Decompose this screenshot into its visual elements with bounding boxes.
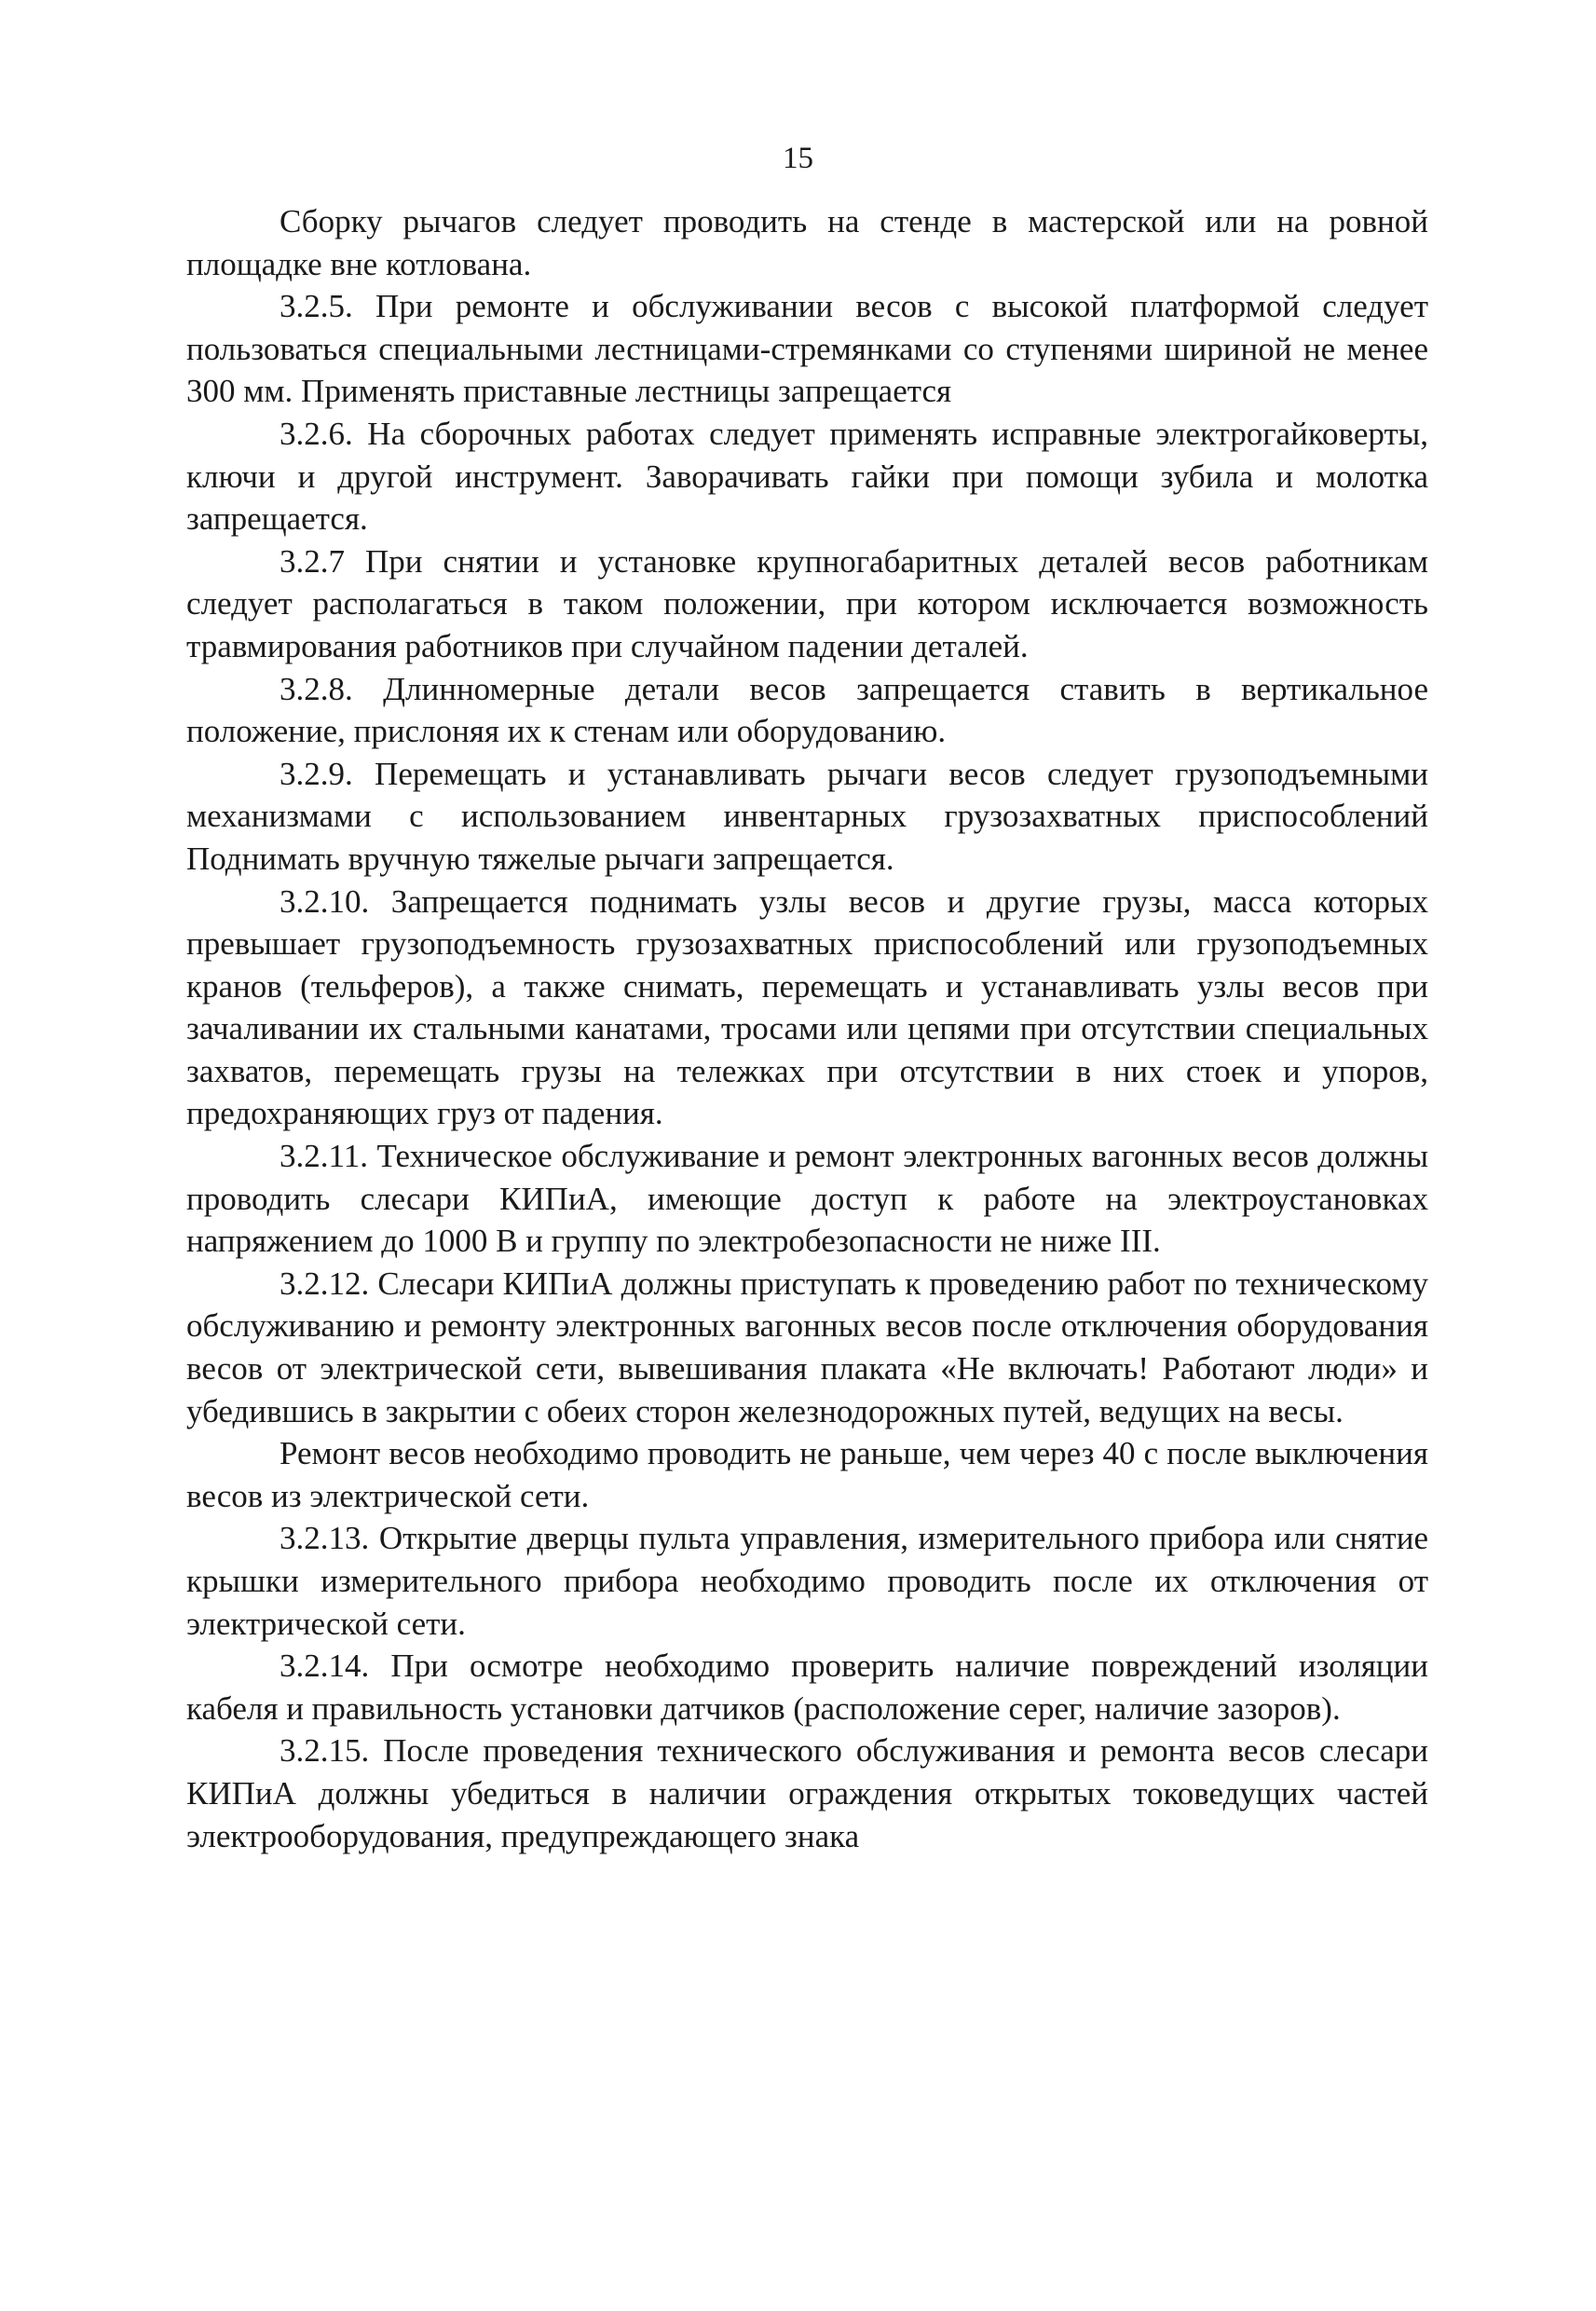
- paragraph-3-2-7: 3.2.7 При снятии и установке крупногабаритных деталей весов работникам следует располагаться в таком положении, при котором исключается возможность травмирования работников при случайном падении деталей.: [186, 542, 1428, 664]
- paragraph-3-2-6: 3.2.6. На сборочных работах следует применять исправные электрогайковерты, ключи и другой инструмент. Заворачивать гайки при помощи зубила и молотка запрещается.: [186, 415, 1428, 538]
- paragraph-3-2-9: 3.2.9. Перемещать и устанавливать рычаги весов следует грузоподъемными механизмами с использованием инвентарных грузозахватных приспособлений Поднимать вручную тяжелые рычаги запрещается.: [186, 755, 1428, 877]
- page-number: 15: [783, 142, 813, 175]
- paragraph-3-2-8: 3.2.8. Длинномерные детали весов запрещается ставить в вертикальное положение, прислоняя их к стенам или оборудованию.: [186, 670, 1428, 750]
- paragraph-3-2-11: 3.2.11. Техническое обслуживание и ремонт электронных вагонных весов должны проводить слесари КИПиА, имеющие доступ к работе на электроустановках напряжением до 1000 В и группу по электробезопасности не ниже III.: [186, 1138, 1428, 1260]
- paragraph-3-2-13: 3.2.13. Открытие дверцы пульта управления, измерительного прибора или снятие крышки измерительного прибора необходимо проводить после их отключения от электрической сети.: [186, 1520, 1428, 1642]
- paragraph-3-2-5: 3.2.5. При ремонте и обслуживании весов с высокой платформой следует пользоваться специальными лестницами-стремянками со ступенями шириной не менее 300 мм. Применять приставные лестницы запрещается: [186, 288, 1428, 410]
- document-body: [186, 200, 1428, 1857]
- paragraph-3-2-14: 3.2.14. При осмотре необходимо проверить наличие повреждений изоляции кабеля и правильность установки датчиков (расположение серег, наличие зазоров).: [186, 1648, 1428, 1727]
- paragraph-3-2-10: 3.2.10. Запрещается поднимать узлы весов и другие грузы, масса которых превышает грузоподъемность грузозахватных приспособлений или грузоподъемных кранов (тельферов), а также снимать, перемещать и устанавливать узлы весов при зачаливании их стальными канатами, тросами или цепями при отсутствии специальных захватов, перемещать грузы на тележках при отсутствии в них стоек и упоров, предохраняющих груз от падения.: [186, 882, 1428, 1132]
- paragraph-3-2-12: 3.2.12. Слесари КИПиА должны приступать к проведению работ по техническому обслуживанию и ремонту электронных вагонных весов после отключения оборудования весов от электрической сети, вывешивания плаката «Не включать! Работают люди» и убедившись в закрытии с обеих сторон железнодорожных путей, ведущих на весы.: [186, 1265, 1428, 1429]
- paragraph-3-2-15: 3.2.15. После проведения технического обслуживания и ремонта весов слесари КИПиА должны убедиться в наличии ограждения открытых токоведущих частей электрооборудования, предупреждающего знака: [186, 1732, 1428, 1854]
- paragraph-levers-assembly: Сборку рычагов следует проводить на стенде в мастерской или на ровной площадке вне котлована.: [186, 203, 1428, 282]
- paragraph-repair-delay: Ремонт весов необходимо проводить не раньше, чем через 40 с после выключения весов из электрической сети.: [186, 1435, 1428, 1514]
